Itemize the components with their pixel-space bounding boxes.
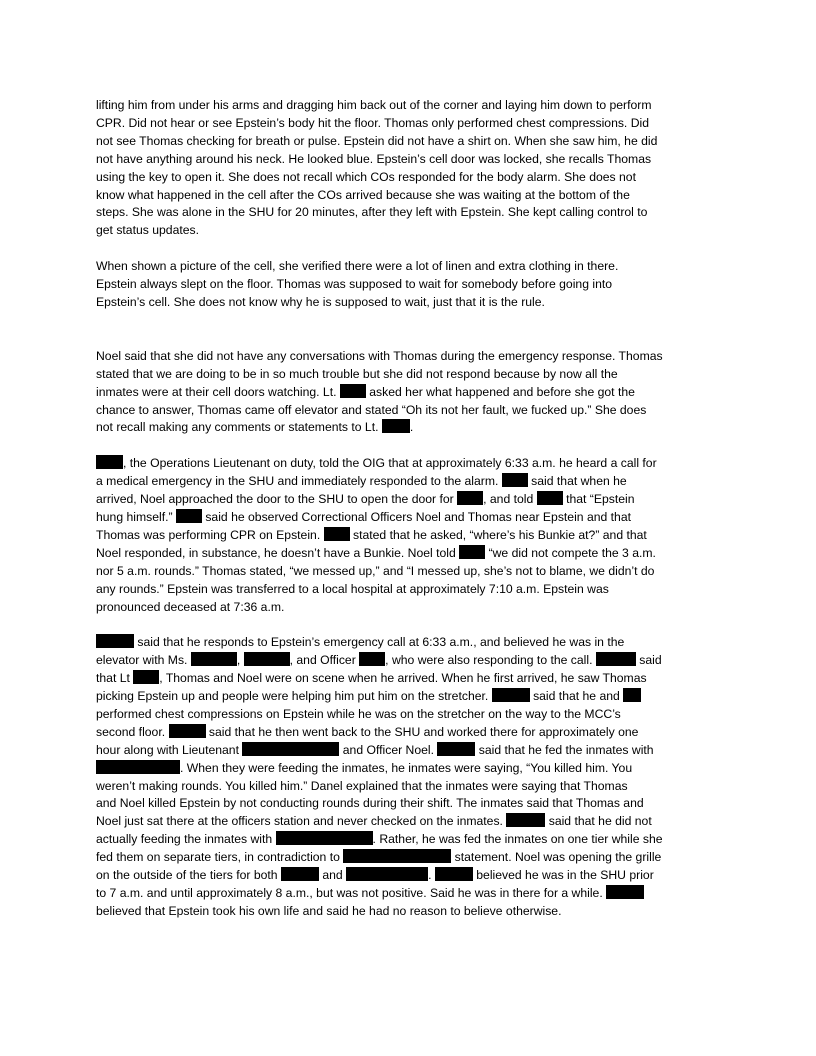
text-line: When shown a picture of the cell, she verified there were a lot of linen and extra clothing in there. — [96, 259, 619, 274]
redaction-box — [459, 545, 485, 559]
text-line: weren’t making rounds. You killed him.” Danel explained that the inmates were saying that Thomas — [96, 778, 628, 793]
redaction-box — [502, 473, 528, 487]
redaction-box — [506, 813, 545, 827]
text-line: CPR. Did not hear or see Epstein’s body hit the floor. Thomas only performed chest compressions. Did — [96, 115, 649, 130]
text-line: actually feeding the inmates with . Rather, he was fed the inmates on one tier while she — [96, 832, 663, 847]
text-line: performed chest compressions on Epstein while he was on the stretcher on the way to the MCC’s — [96, 706, 621, 721]
text-line: pronounced deceased at 7:36 a.m. — [96, 599, 285, 614]
text-line: second floor. said that he then went back to the SHU and worked there for approximately one — [96, 724, 639, 739]
text-line: nor 5 a.m. rounds.” Thomas stated, “we messed up,” and “I messed up, she’s not to blame, we didn’t do — [96, 563, 655, 578]
text-line: inmates were at their cell doors watching. Lt. asked her what happened and before she got the — [96, 384, 635, 399]
text-line: on the outside of the tiers for both and . believed he was in the SHU prior — [96, 868, 654, 883]
redaction-box — [96, 634, 134, 648]
redaction-box — [191, 652, 237, 666]
paragraph-cpr-account — [96, 97, 724, 240]
paragraph-noel-statement — [96, 348, 724, 438]
text-line: hung himself.” said he observed Correctional Officers Noel and Thomas near Epstein and that — [96, 510, 632, 524]
redaction-box — [324, 527, 350, 541]
redaction-box — [281, 867, 319, 881]
text-line: chance to answer, Thomas came off elevator and stated “Oh its not her fault, we fucked up.” She does — [96, 402, 647, 417]
text-line: any rounds.” Epstein was transferred to a local hospital at approximately 7:10 a.m. Epstein was — [96, 581, 609, 596]
redaction-box — [176, 509, 202, 523]
redaction-box — [382, 419, 410, 433]
redaction-box — [537, 491, 563, 505]
redaction-box — [96, 760, 180, 774]
redaction-box — [623, 688, 641, 702]
redaction-box — [359, 652, 385, 666]
paragraph-cell-picture — [96, 258, 724, 312]
text-line: steps. She was alone in the SHU for 20 minutes, after they left with Epstein. She kept calling control to — [96, 205, 648, 220]
text-line: fed them on separate tiers, in contradiction to statement. Noel was opening the grille — [96, 850, 662, 865]
document-page — [96, 97, 724, 921]
redaction-box — [169, 724, 206, 738]
redaction-box — [437, 742, 475, 756]
text-line: arrived, Noel approached the door to the SHU to open the door for , and told that “Epstein — [96, 492, 635, 507]
redaction-box — [435, 867, 473, 881]
text-line: get status updates. — [96, 223, 199, 238]
redaction-box — [343, 849, 451, 863]
text-line: Epstein always slept on the floor. Thomas was supposed to wait for somebody before going into — [96, 277, 613, 292]
text-line: Noel responded, in substance, he doesn’t have a Bunkie. Noel told “we did not compete the 3 a.m. — [96, 545, 656, 560]
text-line: lifting him from under his arms and dragging him back out of the corner and laying him down to perform — [96, 98, 652, 112]
text-line: picking Epstein up and people were helping him put him on the stretcher. said that he and — [96, 688, 724, 706]
paragraph-officer-account — [96, 634, 724, 921]
redaction-box — [606, 885, 644, 899]
text-line: , the Operations Lieutenant on duty, told the OIG that at approximately 6:33 a.m. he heard a call for — [96, 455, 724, 473]
redaction-box — [340, 384, 366, 398]
text-line: stated that we are doing to be in so much trouble but she did not respond because by now all the — [96, 366, 618, 381]
text-line: not recall making any comments or statements to Lt. . — [96, 420, 414, 435]
text-line: said that he responds to Epstein’s emergency call at 6:33 a.m., and believed he was in the — [96, 634, 724, 652]
redaction-box — [242, 742, 339, 756]
text-line: not see Thomas checking for breath or pulse. Epstein did not have a shirt on. When she saw him, he did — [96, 133, 658, 148]
text-line: hour along with Lieutenant and Officer Noel. said that he fed the inmates with — [96, 742, 654, 757]
text-line: not have anything around his neck. He looked blue. Epstein’s cell door was locked, she recalls Thomas — [96, 151, 652, 166]
text-line: Noel just sat there at the officers station and never checked on the inmates. said that he did not — [96, 814, 652, 829]
redaction-box — [133, 670, 159, 684]
redaction-box — [276, 831, 373, 845]
redaction-box — [492, 688, 530, 702]
redaction-box — [457, 491, 483, 505]
text-line: . When they were feeding the inmates, he inmates were saying, “You killed him. You — [96, 760, 724, 778]
text-line: a medical emergency in the SHU and immediately responded to the alarm. said that when he — [96, 474, 627, 489]
text-line: that Lt , Thomas and Noel were on scene when he arrived. When he first arrived, he saw Thomas — [96, 671, 647, 686]
text-line: and Noel killed Epstein by not conducting rounds during their shift. The inmates said that Thomas and — [96, 796, 644, 811]
redaction-box — [244, 652, 290, 666]
text-line: Epstein’s cell. She does not know why he is supposed to wait, just that it is the rule. — [96, 294, 545, 309]
text-line: know what happened in the cell after the COs arrived because she was waiting at the bottom of the — [96, 187, 630, 202]
redaction-box — [596, 652, 636, 666]
text-line: Noel said that she did not have any conversations with Thomas during the emergency response. Thomas — [96, 348, 663, 363]
paragraph-operations-lieutenant — [96, 455, 724, 616]
text-line: elevator with Ms. , , and Officer , who were also responding to the call. said — [96, 653, 662, 668]
text-line: using the key to open it. She does not recall which COs responded for the body alarm. She does not — [96, 169, 636, 184]
redaction-box — [346, 867, 428, 881]
text-line: to 7 a.m. and until approximately 8 a.m., but was not positive. Said he was in there for a while. — [96, 885, 724, 903]
text-line: believed that Epstein took his own life and said he had no reason to believe otherwise. — [96, 903, 562, 918]
redaction-box — [96, 455, 123, 469]
text-line: Thomas was performing CPR on Epstein. stated that he asked, “where’s his Bunkie at?” and that — [96, 527, 647, 542]
